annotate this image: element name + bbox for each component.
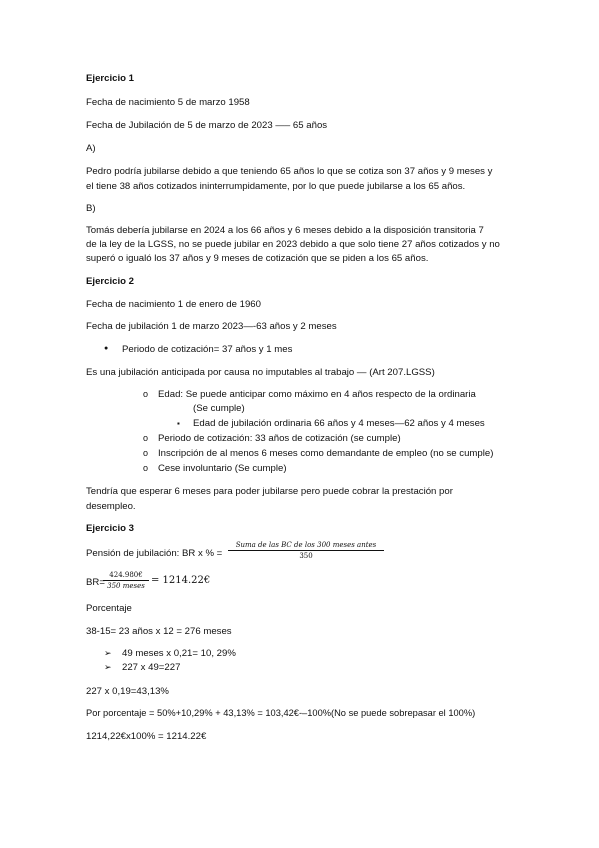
circle-bullet-icon: o [143, 463, 149, 473]
involuntary-cessation-line: Cese involuntario (Se cumple) [158, 463, 287, 474]
br-result: = 1214.22€ [151, 575, 211, 586]
exercise-3-title: Ejercicio 3 [86, 523, 134, 534]
conclusion-line: Tendría que esperar 6 meses para poder jubilarse pero puede cobrar la prestación por [86, 486, 453, 497]
section-a-paragraph-line: Pedro podría jubilarse debido a que teniendo 65 años lo que se cotiza son 37 años y 9 meses y [86, 166, 493, 177]
fraction-denominator: 350 meses [107, 582, 145, 590]
calculation-line: 227 x 0,19=43,13% [86, 686, 169, 697]
fraction-bar [228, 550, 384, 551]
conclusion-line: desempleo. [86, 501, 136, 512]
birth-date-line: Fecha de nacimiento 1 de enero de 1960 [86, 299, 261, 310]
circle-bullet-icon: o [143, 389, 149, 399]
calculation-arrow-item: 49 meses x 0,21= 10, 29% [122, 648, 236, 659]
total-percentage-line: Por porcentaje = 50%+10,29% + 43,13% = 103,42€-–100%(No se puede sobrepasar el 100%) [86, 708, 476, 718]
exercise-2-title: Ejercicio 2 [86, 276, 134, 287]
fraction-bar [103, 580, 149, 581]
section-a-label: A) [86, 143, 96, 154]
arrow-bullet-icon: ➢ [104, 662, 112, 672]
pension-fraction [228, 541, 384, 560]
pension-formula-label: Pensión de jubilación: BR x % = [86, 548, 223, 559]
section-b-label: B) [86, 203, 96, 214]
early-retirement-line: Es una jubilación anticipada por causa no imputables al trabajo — (Art 207.LGSS) [86, 367, 435, 378]
fraction-numerator: Suma de las BC de los 300 meses antes [235, 541, 377, 549]
section-b-paragraph-line: superó o igualó los 37 años y 9 meses de cotización que se piden a los 65 años. [86, 253, 429, 264]
arrow-bullet-icon: ➢ [104, 648, 112, 658]
age-condition-line: Edad: Se puede anticipar como máximo en 4 años respecto de la ordinaria [158, 389, 476, 400]
bullet-dot-icon: ● [104, 345, 109, 352]
contribution-condition-line: Periodo de cotización: 33 años de cotización (se cumple) [158, 433, 401, 444]
final-amount-line: 1214,22€x100% = 1214.22€ [86, 731, 207, 742]
contribution-period-bullet: Periodo de cotización= 37 años y 1 mes [122, 344, 293, 355]
fraction-numerator: 424.980€ [109, 571, 143, 579]
calculation-arrow-item: 227 x 49=227 [122, 662, 181, 673]
calculation-line: 38-15= 23 años x 12 = 276 meses [86, 626, 232, 637]
square-bullet-icon: ▪ [177, 419, 180, 428]
ordinary-age-line: Edad de jubilación ordinaria 66 años y 4 meses—62 años y 4 meses [193, 418, 485, 429]
section-b-paragraph-line: Tomás debería jubilarse en 2024 a los 66 años y 6 meses debido a la disposición transitoria 7 [86, 225, 484, 236]
retirement-date-line: Fecha de Jubilación de 5 de marzo de 2023 —– 65 años [86, 120, 328, 131]
circle-bullet-icon: o [143, 448, 149, 458]
circle-bullet-icon: o [143, 433, 149, 443]
br-fraction [103, 571, 149, 590]
registration-condition-line: Inscripción de al menos 6 meses como demandante de empleo (no se cumple) [158, 448, 494, 459]
br-label: BR= [86, 577, 105, 588]
section-a-paragraph-line: el tiene 38 años cotizados ininterrumpidamente, por lo que puede jubilarse a los 65 años. [86, 181, 466, 192]
retirement-date-line: Fecha de jubilación 1 de marzo 2023—-63 años y 2 meses [86, 321, 337, 332]
birth-date-line: Fecha de nacimiento 5 de marzo 1958 [86, 97, 250, 108]
age-condition-result: (Se cumple) [193, 403, 245, 414]
exercise-1-title: Ejercicio 1 [86, 73, 134, 84]
percentage-heading: Porcentaje [86, 603, 132, 614]
section-b-paragraph-line: de la ley de la LGSS, no se puede jubilar en 2023 debido a que solo tiene 27 años cotizados y no [86, 239, 500, 250]
fraction-denominator: 350 [299, 552, 313, 560]
